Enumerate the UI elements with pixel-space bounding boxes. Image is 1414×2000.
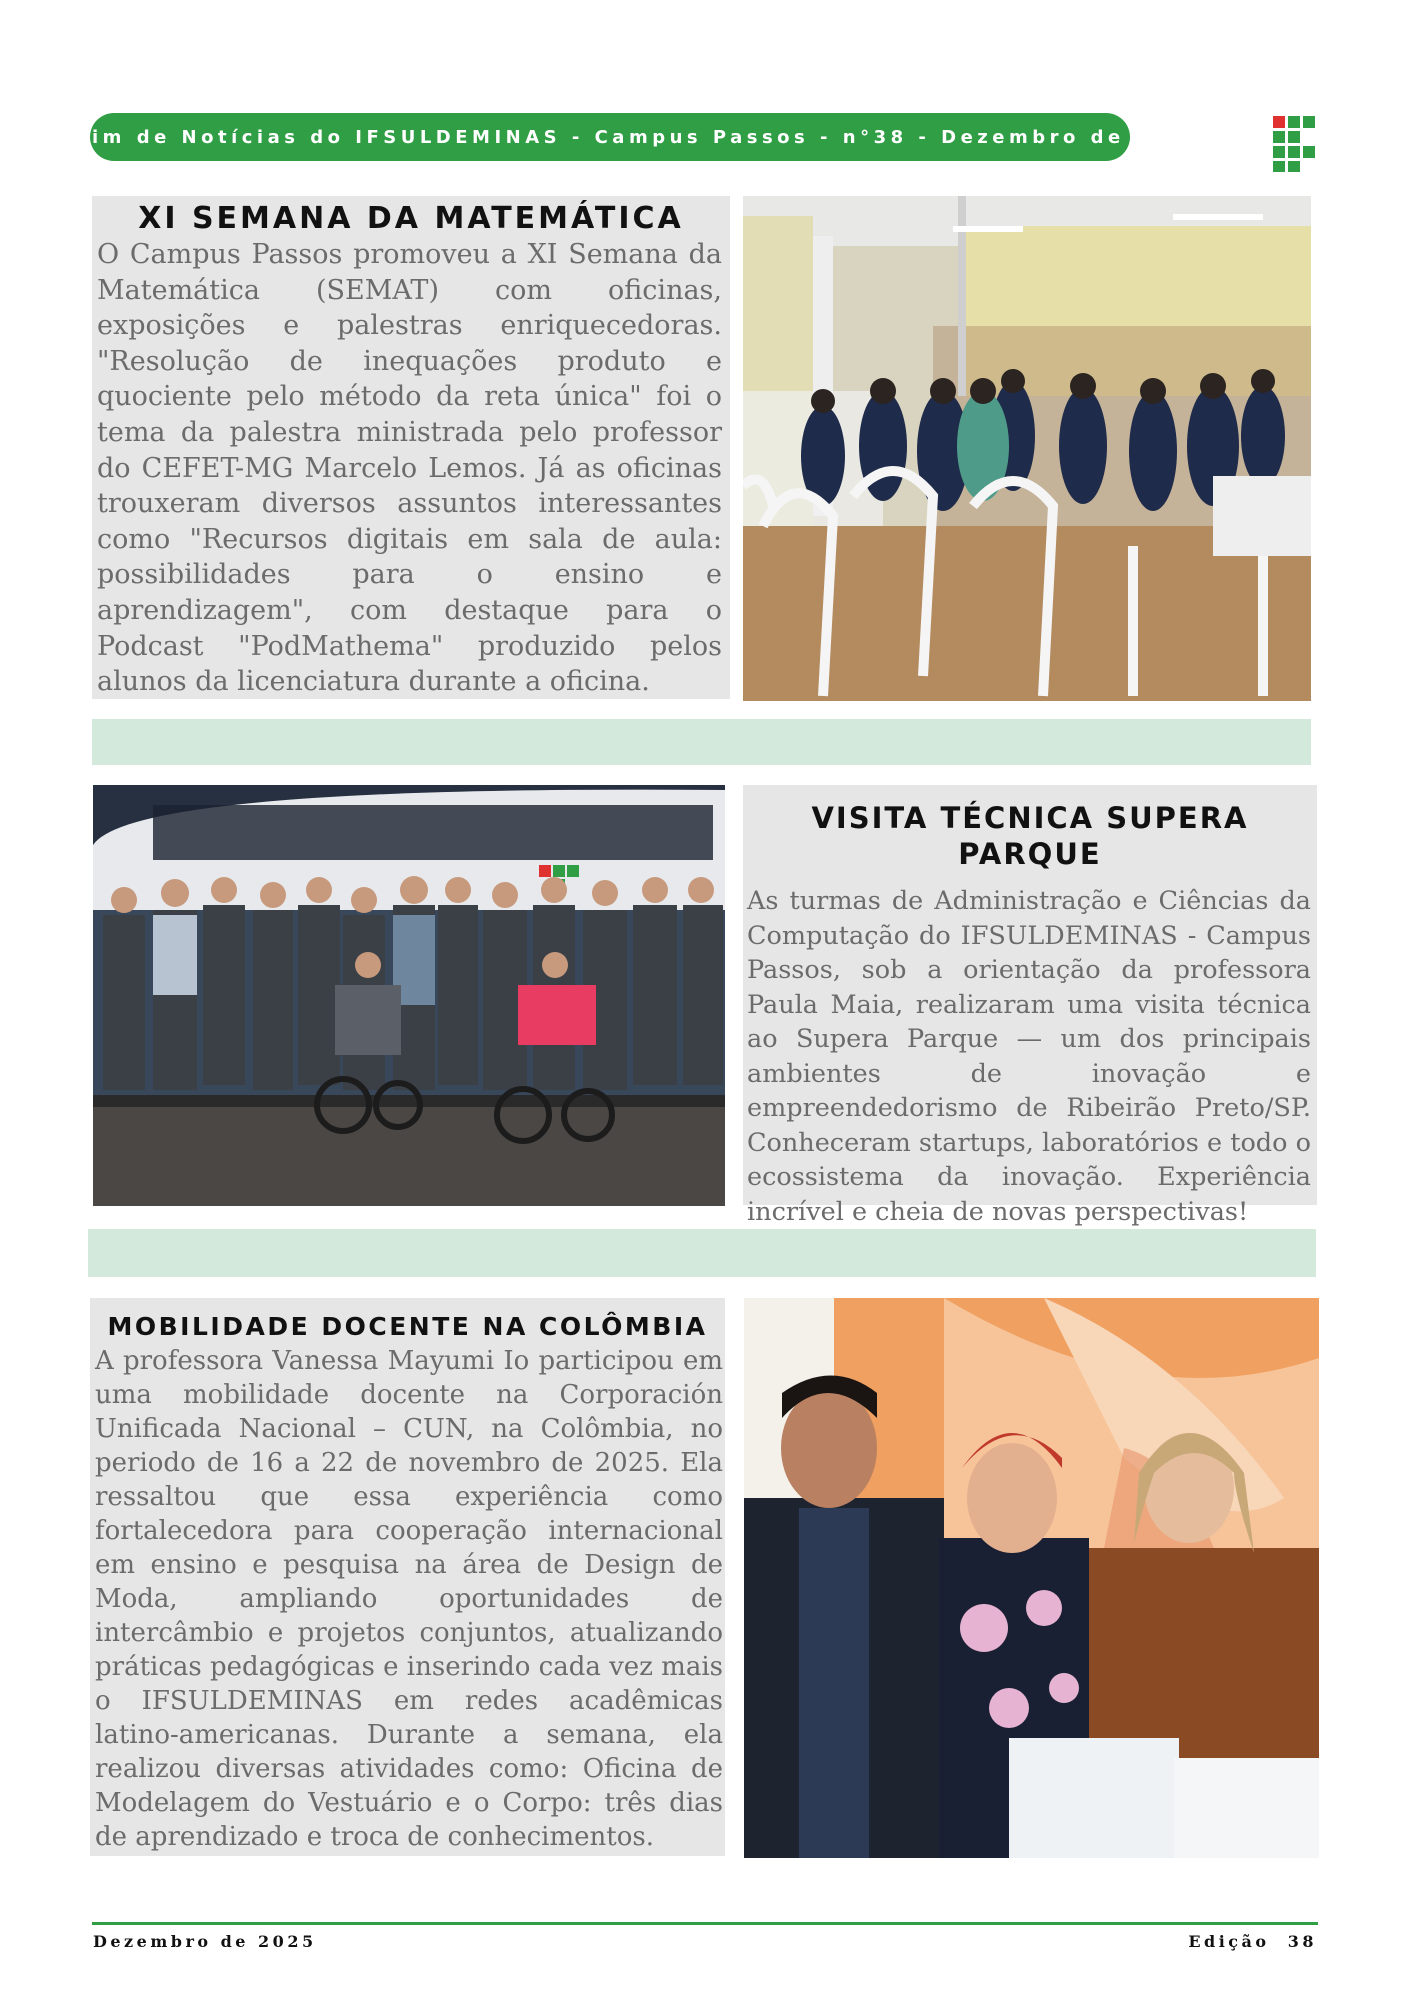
article-visita-tecnica <box>743 785 1317 1227</box>
footer-rule <box>92 1922 1318 1925</box>
article-mobilidade-docente <box>90 1298 725 1856</box>
footer-edition: Edição 38 <box>1188 1932 1317 1951</box>
article-title: VISITA TÉCNICA SUPERA PARQUE <box>811 801 1249 871</box>
photo-professors-colombia <box>744 1298 1319 1858</box>
article-semana-matematica <box>92 196 730 699</box>
article-body: O Campus Passos promoveu a XI Semana da Matemática (SEMAT) com oficinas, exposições e palestras enriquecedoras. "Resolução de inequações produto e quociente pelo método da reta única" foi o tema da palestra ministrada pelo professor do CEFET-MG Marcelo Lemos. Já as oficinas trouxeram diversos assuntos interessantes como "Recursos digitais em sala de aula: possibilidades para o ensino e aprendizagem", com destaque para o Podcast "PodMathema" produzido pelos alunos da licenciatura durante a oficina. <box>97 239 722 698</box>
article-body: A professora Vanessa Mayumi Io participou em uma mobilidade docente na Corporación Unificada Nacional – CUN, na Colômbia, no periodo de 16 a 22 de novembro de 2025. Ela ressaltou que essa experiência como fortalecedora para cooperação internacional em ensino e pesquisa na área de Design de Moda, ampliando oportunidades de intercâmbio e projetos conjuntos, atualizando práticas pedagógicas e inserindo cada vez mais o IFSULDEMINAS em redes acadêmicas latino-americanas. Durante a semana, ela realizou diversas atividades como: Oficina de Modelagem do Vestuário e o Corpo: três dias de aprendizado e troca de conhecimentos. <box>95 1346 723 1852</box>
divider-strip <box>88 1229 1316 1277</box>
article-body: As turmas de Administração e Ciências da Computação do IFSULDEMINAS - Campus Passos, sob a orientação da professora Paula Maia, realizaram uma visita técnica ao Supera Parque — um dos principais ambientes de inovação e empreendedorismo de Ribeirão Preto/SP. Conheceram startups, laboratórios e todo o ecossistema da inovação. Experiência incrível e cheia de novas perspectivas! <box>747 886 1311 1227</box>
photo-classroom-audience <box>743 196 1311 701</box>
divider-strip <box>92 719 1311 765</box>
footer-date: Dezembro de 2025 <box>93 1932 317 1951</box>
photo-group-by-bus <box>93 785 725 1206</box>
article-title: MOBILIDADE DOCENTE NA COLÔMBIA <box>107 1312 708 1341</box>
institute-logo-icon <box>1273 116 1317 172</box>
article-title: XI SEMANA DA MATEMÁTICA <box>138 201 684 236</box>
header-banner: Boletim de Notícias do IFSULDEMINAS - Campus Passos - n°38 - Dezembro de 2025 <box>90 113 1130 161</box>
